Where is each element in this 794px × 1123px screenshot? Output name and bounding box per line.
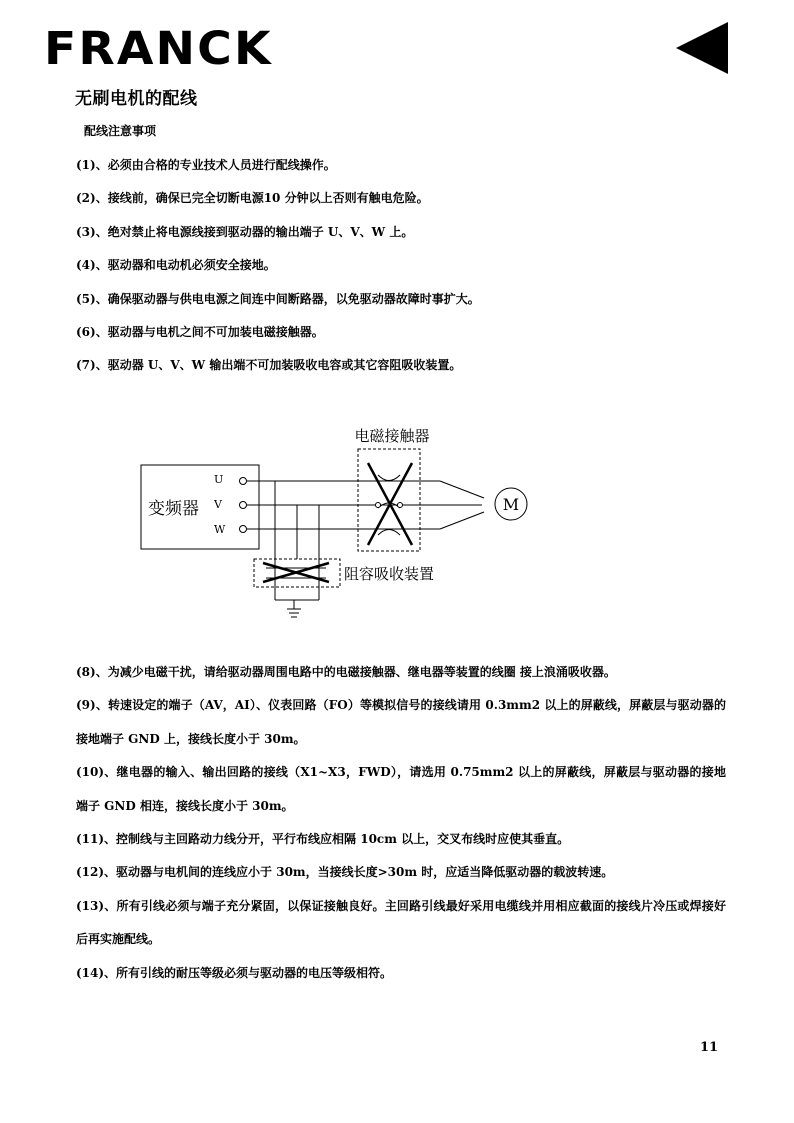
note-item: (2)、接线前，确保已完全切断电源10 分钟以上否则有触电危险。: [76, 191, 429, 206]
note-item: (10)、继电器的输入、输出回路的接线（X1~X3，FWD），请选用 0.75mm2 以上的屏蔽线，屏蔽层与驱动器的接地端子 GND 相连，接线长度小于 30m。: [76, 765, 726, 813]
franck-logo: FRANCK: [44, 22, 273, 75]
wiring-notes-list: [76, 156, 726, 390]
note-item: (12)、驱动器与电机间的连线应小于 30m，当接线长度>30m 时，应适当降低驱动器的载波转速。: [76, 865, 614, 880]
terminal-u-label: U: [214, 473, 224, 486]
note-item: (8)、为减少电磁干扰，请给驱动器周围电路中的电磁接触器、继电器等装置的线圈 接上浪涌吸收器。: [76, 665, 616, 679]
terminal-w-label: W: [214, 523, 226, 536]
wiring-diagram: [130, 416, 550, 626]
note-item: (6)、驱动器与电机之间不可加装电磁接触器。: [76, 324, 324, 339]
terminal-u: [240, 478, 247, 485]
contactor-label: 电磁接触器: [354, 427, 430, 445]
note-item: (4)、驱动器和电动机必须安全接地。: [76, 258, 276, 273]
terminal-v: [240, 502, 247, 509]
terminal-w: [240, 526, 247, 533]
wiring-notes-list-continued: [76, 656, 726, 990]
note-item: (14)、所有引线的耐压等级必须与驱动器的电压等级相符。: [76, 965, 393, 980]
page-number: 11: [700, 1040, 719, 1055]
note-item: (5)、确保驱动器与供电电源之间连中间断路器，以免驱动器故障时事扩大。: [76, 291, 480, 306]
motor-label: M: [502, 495, 520, 514]
note-item: (1)、必须由合格的专业技术人员进行配线操作。: [76, 158, 336, 172]
rc-absorber-label: 阻容吸收装置: [344, 565, 435, 583]
note-item: (7)、驱动器 U、V、W 输出端不可加装吸收电容或其它容阻吸收装置。: [76, 358, 462, 373]
ground-symbol-icon: [287, 609, 301, 617]
note-item: (13)、所有引线必须与端子充分紧固，以保证接触良好。主回路引线最好采用电缆线并用相应截面的接线片冷压或焊接好后再实施配线。: [76, 898, 726, 947]
note-item: (3)、绝对禁止将电源线接到驱动器的输出端子 U、V、W 上。: [76, 224, 414, 239]
inverter-label: 变频器: [148, 499, 199, 519]
left-triangle-icon: [674, 20, 730, 76]
terminal-v-label: V: [214, 498, 222, 511]
note-item: (11)、控制线与主回路动力线分开，平行布线应相隔 10cm 以上，交叉布线时应使其垂直。: [76, 832, 570, 847]
section-title: 无刷电机的配线: [75, 89, 198, 109]
section-subtitle: 配线注意事项: [84, 124, 157, 138]
note-item: (9)、转速设定的端子（AV，AI）、仪表回路（FO）等模拟信号的接线请用 0.3mm2 以上的屏蔽线，屏蔽层与驱动器的接地端子 GND 上，接线长度小于 30m。: [76, 698, 726, 746]
